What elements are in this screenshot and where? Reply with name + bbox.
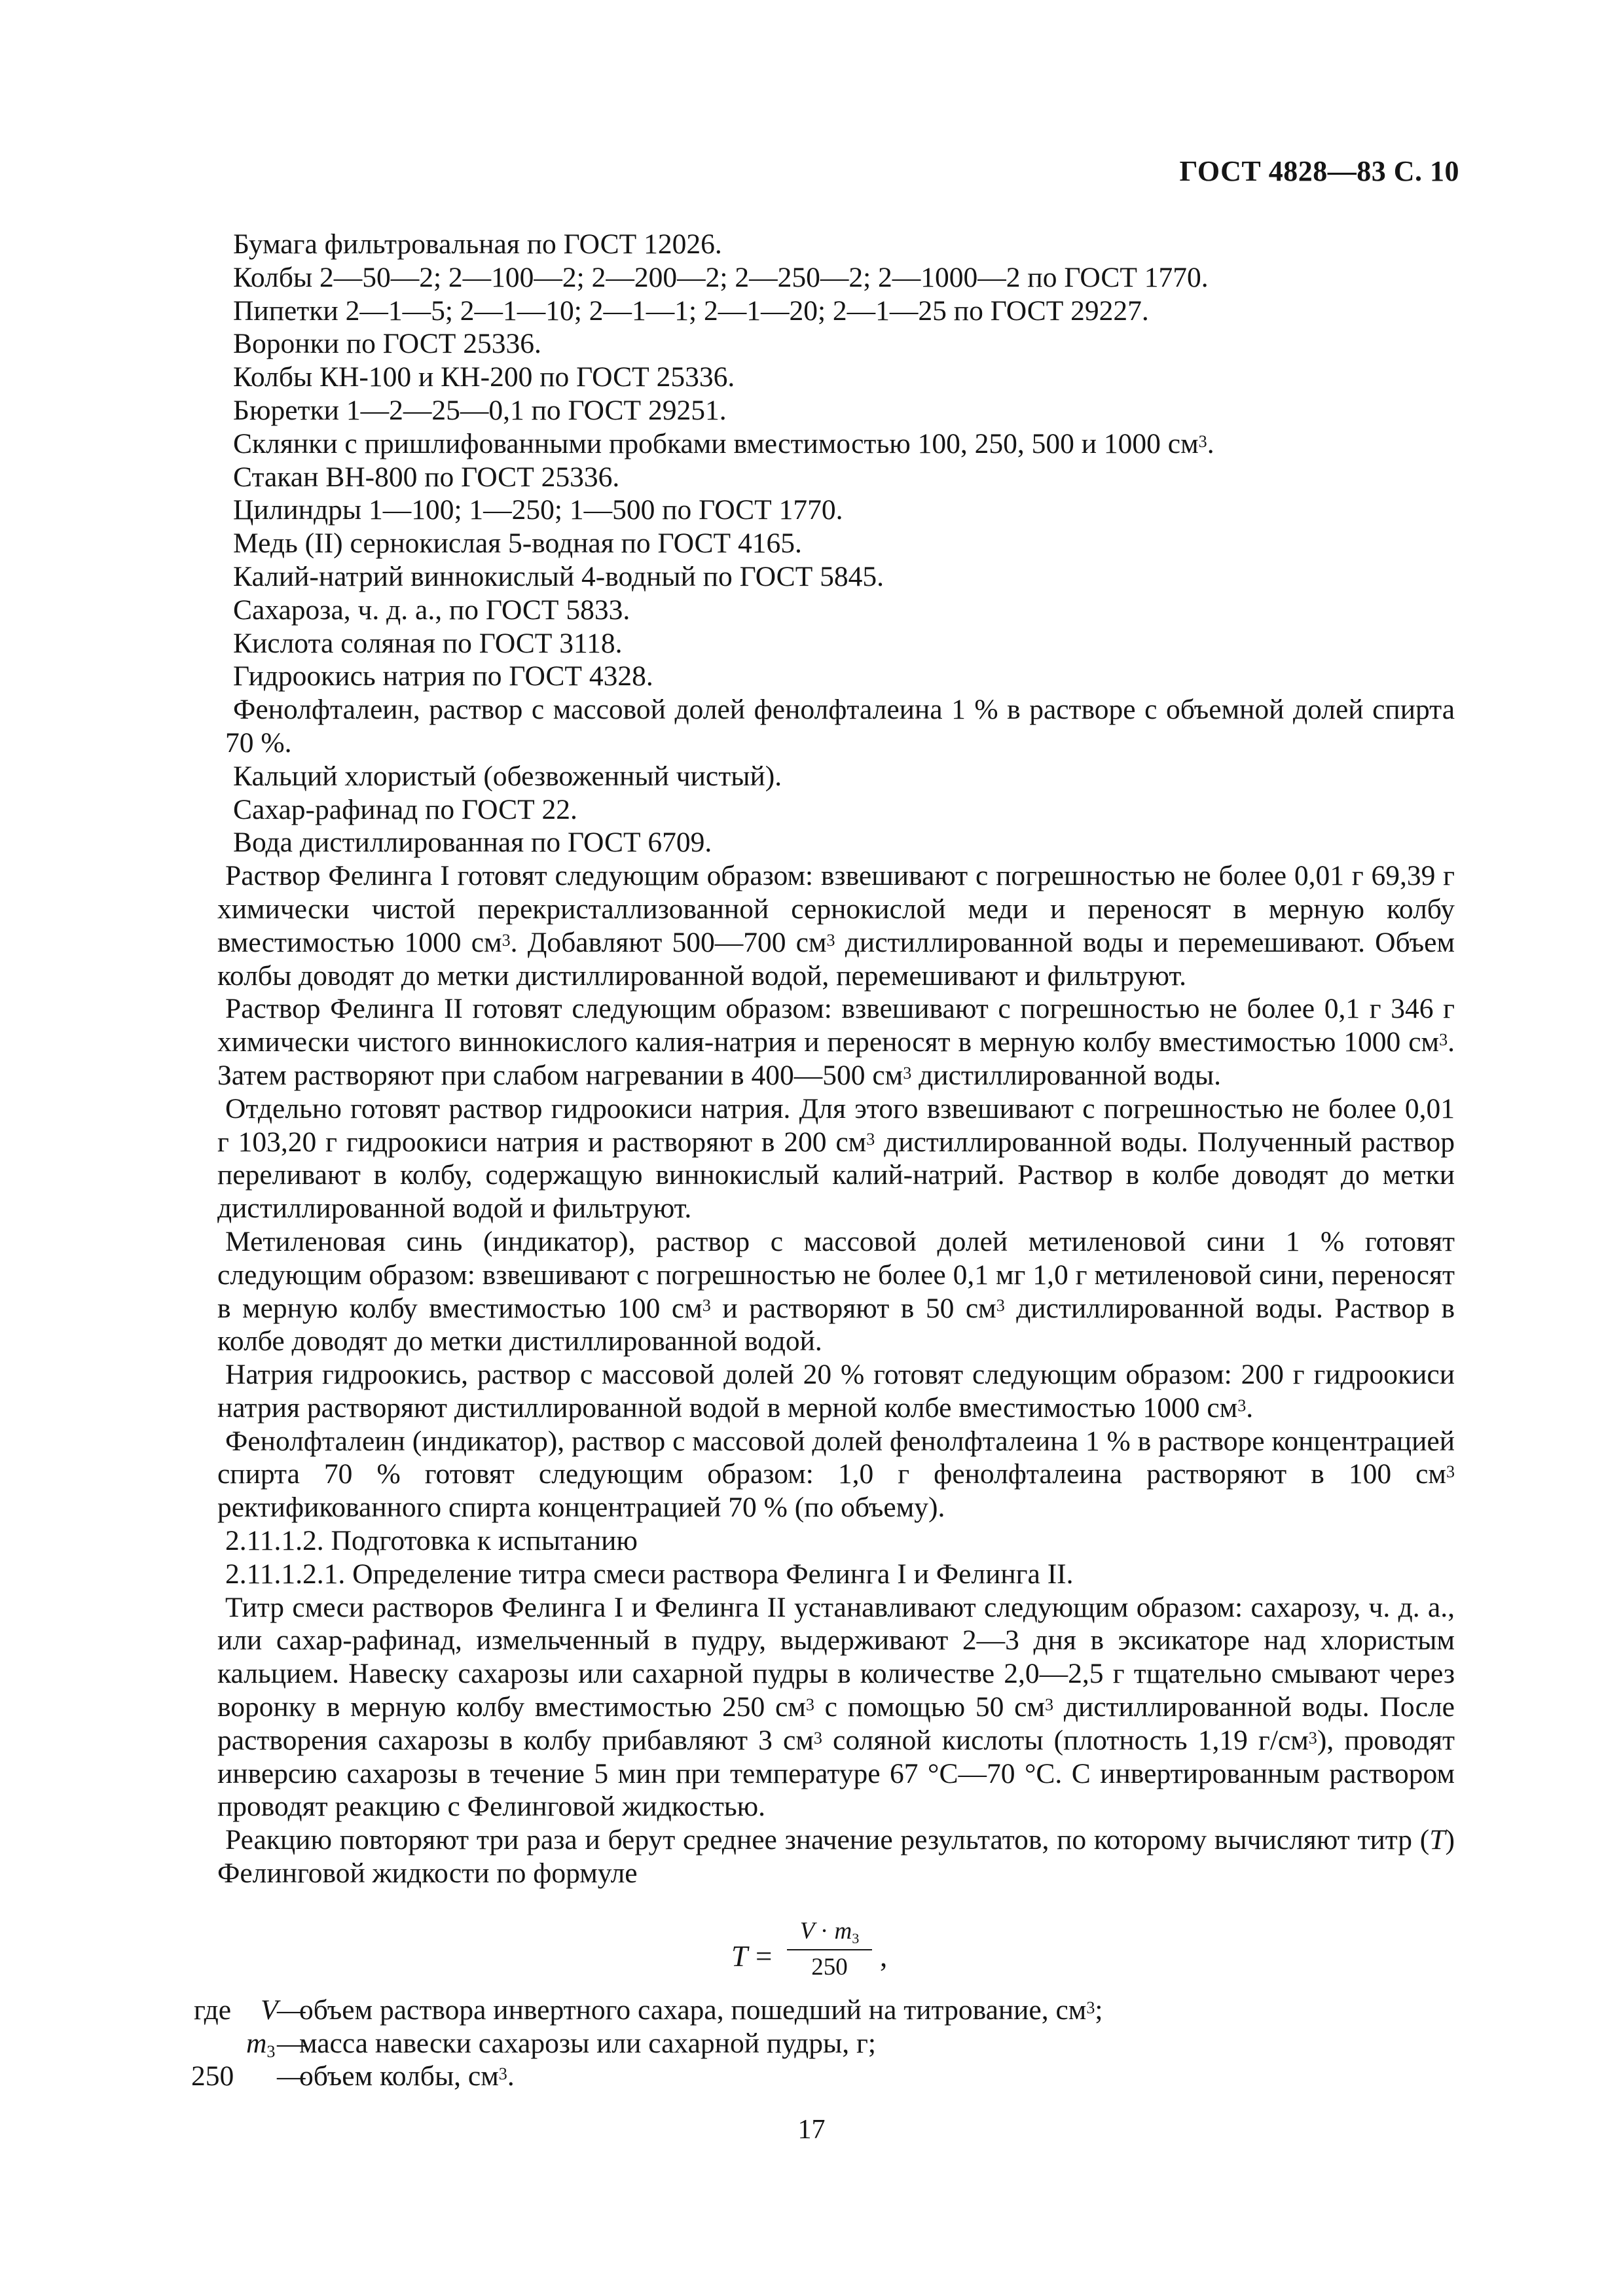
list-item: Стакан ВН-800 по ГОСТ 25336. [233,461,620,493]
formula-denominator: 250 [811,1953,848,1981]
formula-equals: = [756,1939,773,1973]
list-item-text: Склянки с пришлифованными пробками вместимостью 100, 250, 500 и 1000 см [233,427,1199,459]
paragraph-naoh-20: Натрия гидроокись, раствор с массовой долей 20 % готовят следующим образом: 200 г гидроокиси натрия растворяют дистиллированной водой в мерной колбе вместимостью 1000 $см^3$. [217,1359,1455,1424]
legend-symbol: 250 [191,2060,234,2092]
list-item: Сахароза, ч. д. а., по ГОСТ 5833. [233,594,630,626]
list-item: Бумага фильтровальная по ГОСТ 12026. [233,228,722,260]
equipment-list [217,228,1455,859]
legend-symbol: V [261,1994,278,2026]
list-item: Сахар-рафинад по ГОСТ 22. [233,793,577,825]
legend-row [194,1994,1455,2027]
paragraph-methylene-blue: Метиленовая синь (индикатор), раствор с массовой долей метиленовой сини 1 % готовят следующим образом: взвешивают с погрешностью не более 0,1 мг 1,0 г метиленовой сини, переносят в мерную колбу вместимостью 100 $см^3$ и растворяют в 50 $см^3$ дистиллированной воды. Раствор в колбе доводят до метки дистиллированной водой. [217,1225,1455,1357]
legend-description: объем колбы, $см^3$. [299,2060,515,2092]
list-item: Фенолфталеин, раствор с массовой долей фенолфталеина 1 % в растворе с объемной долей спирта 70 %. [225,694,1455,759]
formula-numerator: $V \cdot m_3$ [787,1916,872,1950]
list-item: Бюретки 1—2—25—0,1 по ГОСТ 29251. [233,394,727,426]
formula-fraction [787,1916,872,1984]
list-item: Воронки по ГОСТ 25336. [233,328,541,360]
legend-row [217,2027,1455,2060]
paragraph-phenolphthalein-indicator: Фенолфталеин (индикатор), раствор с массовой долей фенолфталеина 1 % в растворе концентрацией спирта 70 % готовят следующим образом: 1,0 г фенолфталеина растворяют в 100 $см^3$ ректификованного спирта концентрацией 70 % (по объему). [217,1425,1455,1524]
legend-row [191,2060,1455,2093]
formula-symbol: T [1429,1824,1446,1856]
paragraph-repeat: Реакцию повторяют три раза и берут среднее значение результатов, по которому вычисляют титр (T) Фелинговой жидкости по формуле [217,1824,1455,1890]
legend-description: масса навески сахарозы или сахарной пудры, г; [299,2027,876,2059]
list-item: Медь (II) сернокислая 5-водная по ГОСТ 4165. [233,528,802,560]
section-heading: 2.11.1.2. Подготовка к испытанию [225,1525,638,1557]
document-body [191,228,1455,2093]
legend-lead: где [194,1994,232,2026]
list-item: Калий-натрий виннокислый 4-водный по ГОСТ 5845. [233,560,884,592]
list-item: Кислота соляная по ГОСТ 3118. [233,627,623,659]
formula-legend [191,1994,1455,2093]
paragraph-fehling-2: Раствор Фелинга II готовят следующим образом: взвешивают с погрешностью не более 0,1 г 346 г химически чистого виннокислого калия-натрия и переносят в мерную колбу вместимостью 1000 $см^3$. Затем растворяют при слабом нагревании в 400—500 $см^3$ дистиллированной воды. [217,993,1455,1091]
page-number: 17 [797,2115,826,2145]
list-item: Кальций хлористый (обезвоженный чистый). [233,760,782,792]
paragraph-naoh-prep: Отдельно готовят раствор гидроокиси натрия. Для этого взвешивают с погрешностью не более 0,01 г 103,20 г гидроокиси натрия и растворяют в 200 $см^3$ дистиллированной воды. Полученный раствор переливают в колбу, содержащую виннокислый калий-натрий. Раствор в колбе доводят до метки дистиллированной водой и фильтруют. [217,1092,1455,1225]
list-item: Цилиндры 1—100; 1—250; 1—500 по ГОСТ 1770. [233,494,843,526]
legend-dash: — [277,1994,306,2026]
list-item: Колбы КН-100 и КН-200 по ГОСТ 25336. [233,361,735,393]
formula-comma: , [880,1939,888,1973]
list-item: Склянки с пришлифованными пробками вместимостью 100, 250, 500 и 1000 $см^3$. [233,427,1214,459]
legend-dash: — [277,2027,306,2059]
document-header: ГОСТ 4828—83 С. 10 [1179,155,1459,187]
legend-dash: — [277,2060,306,2092]
legend-symbol: $m_3$ [246,2027,276,2062]
formula-lhs: T [731,1939,748,1973]
list-item: Колбы 2—50—2; 2—100—2; 2—200—2; 2—250—2; 2—1000—2 по ГОСТ 1770. [233,261,1209,293]
paragraph-titer: Титр смеси растворов Фелинга I и Фелинга II устанавливают следующим образом: сахарозу, ч. д. а., или сахар-рафинад, измельченный в пудру, выдерживают 2—3 дня в эксикаторе над хлористым кальцием. Навеску сахарозы или сахарной пудры в количестве 2,0—2,5 г тщательно смывают через воронку в мерную колбу вместимостью 250 $см^3$ с помощью 50 $см^3$ дистиллированной воды. После растворения сахарозы в колбу прибавляют 3 $см^3$ соляной кислоты (плотность 1,19 $г/см^3$), проводят инверсию сахарозы в течение 5 мин при температуре 67 °С—70 °С. С инвертированным раствором проводят реакцию с Фелинговой жидкостью. [217,1591,1455,1823]
titer-formula [217,1916,1455,1988]
list-item: Гидроокись натрия по ГОСТ 4328. [233,660,653,692]
superscript: 3 [1198,431,1207,451]
paragraph-fehling-1: Раствор Фелинга I готовят следующим образом: взвешивают с погрешностью не более 0,01 г 69,39 г химически чистой перекристаллизованной сернокислой меди и переносят в мерную колбу вместимостью 1000 $см^3$. Добавляют 500—700 $см^3$ дистиллированной воды и перемешивают. Объем колбы доводят до метки дистиллированной водой, перемешивают и фильтруют. [217,860,1455,992]
list-item: Пипетки 2—1—5; 2—1—10; 2—1—1; 2—1—20; 2—1—25 по ГОСТ 29227. [233,295,1149,327]
list-item: Вода дистиллированная по ГОСТ 6709. [233,827,712,859]
section-heading: 2.11.1.2.1. Определение титра смеси раствора Фелинга I и Фелинга II. [225,1558,1074,1590]
legend-description: объем раствора инвертного сахара, пошедший на титрование, $см^3$; [299,1994,1103,2026]
